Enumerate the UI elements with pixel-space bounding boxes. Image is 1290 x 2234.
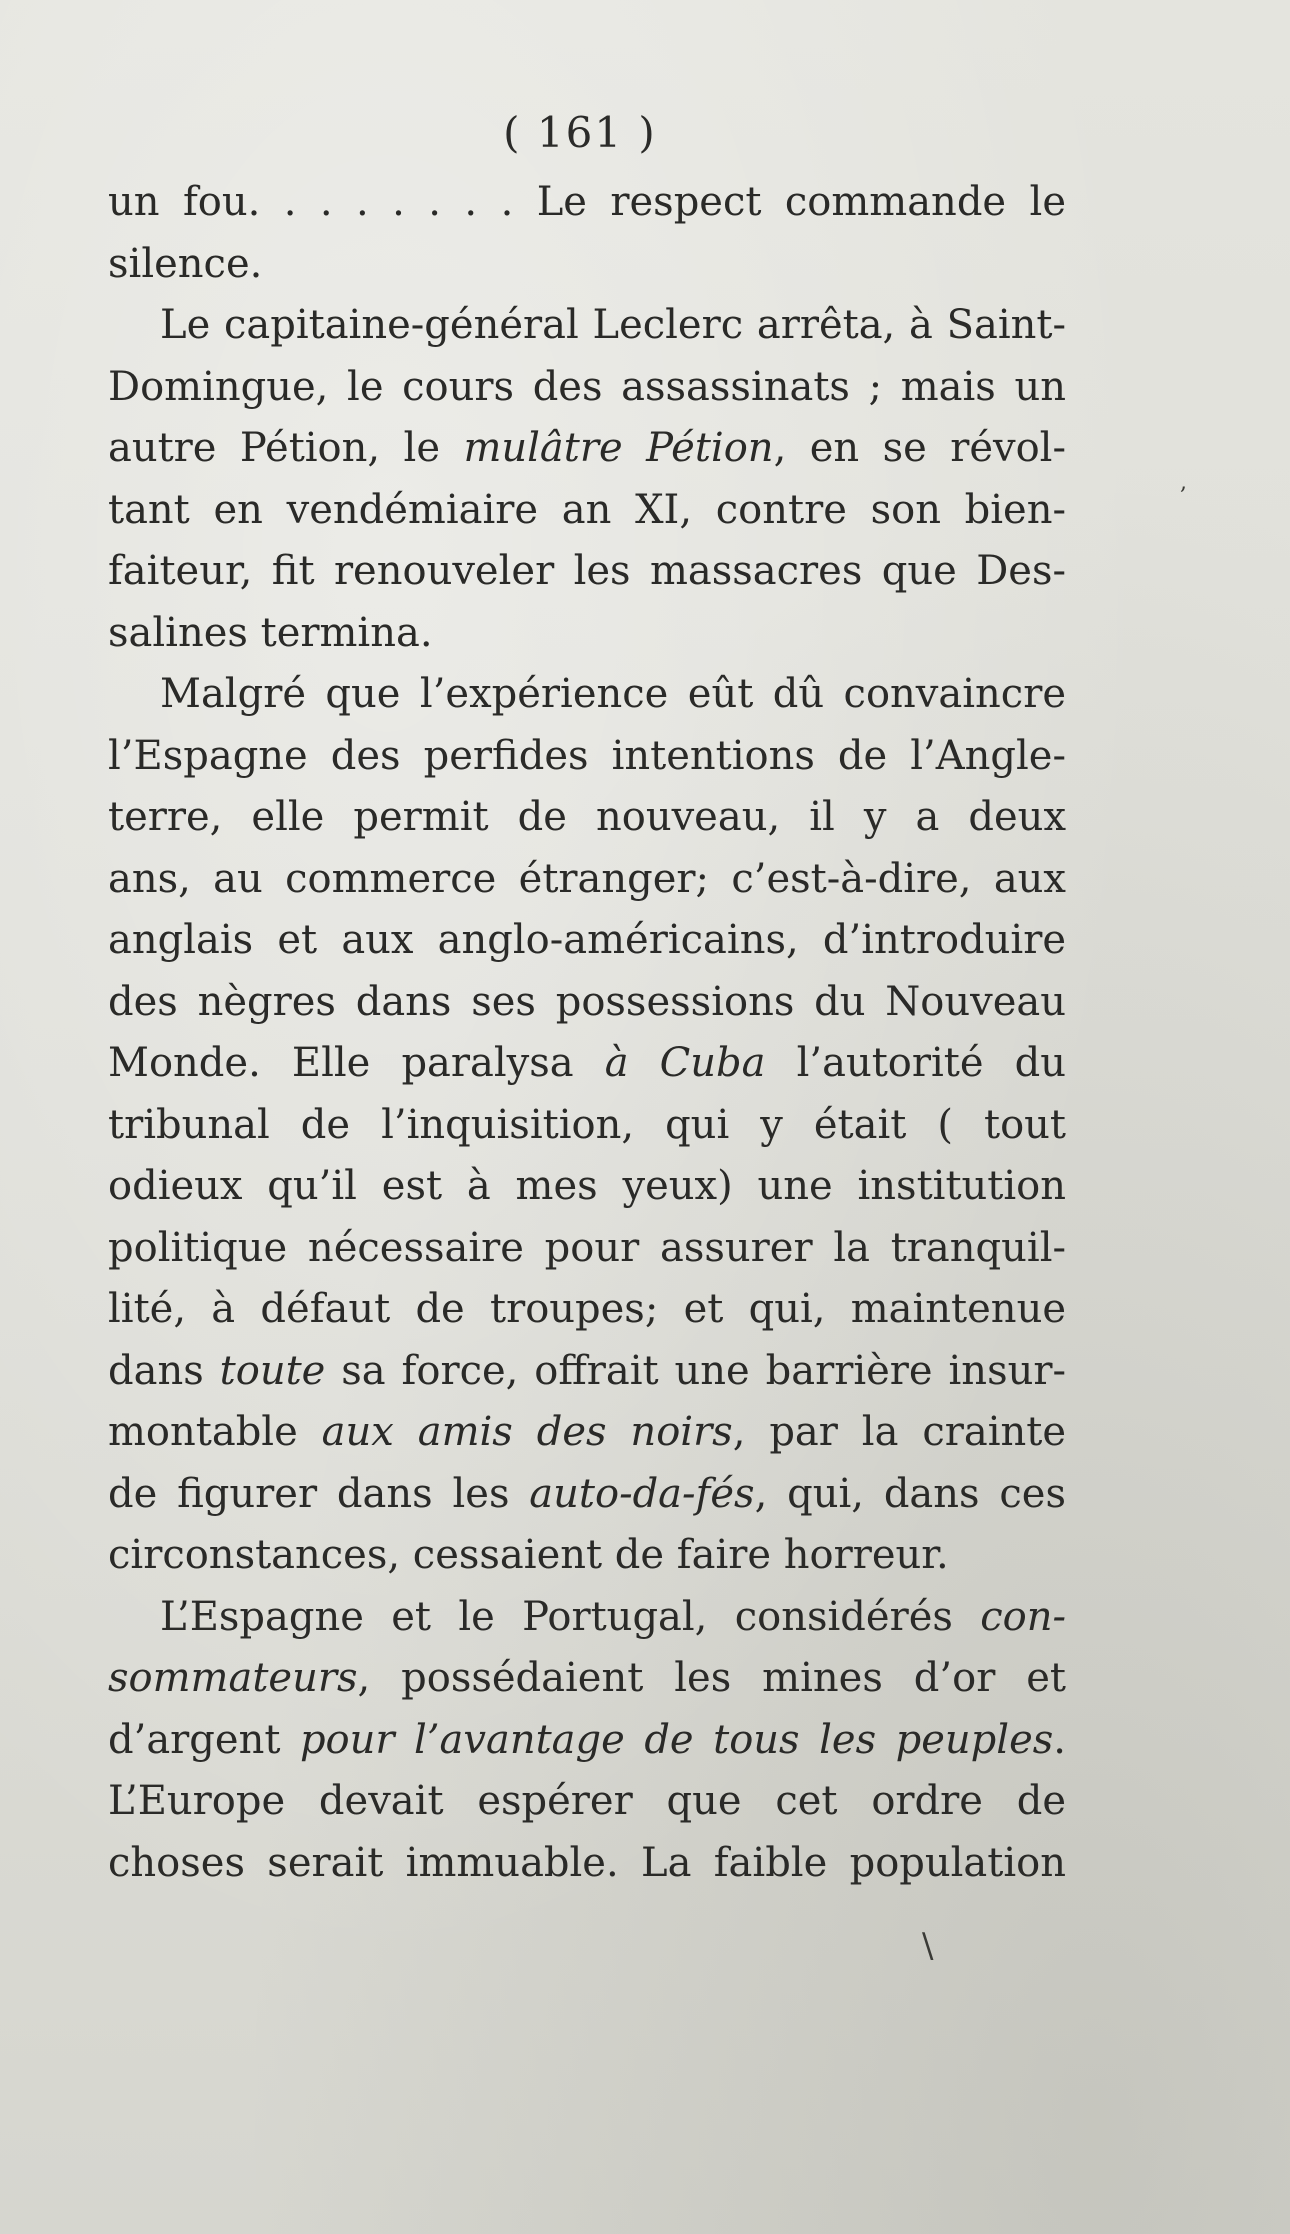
text-run: l’autorité du — [765, 1040, 1066, 1086]
text-line — [108, 295, 1066, 357]
text-line — [108, 1648, 1066, 1710]
text-line — [108, 1279, 1066, 1341]
italic-text: à Cuba — [604, 1040, 766, 1086]
text-run: Malgré que l’expérience eût dû convaincre — [160, 671, 1066, 717]
text-run: L’Europe devait espérer que cet ordre de — [108, 1778, 1066, 1824]
text-line — [108, 787, 1066, 849]
text-run: tribunal de l’inquisition, qui y était ( tout — [108, 1101, 1066, 1148]
text-line — [108, 603, 1066, 665]
text-line — [108, 541, 1066, 603]
text-run: silence. — [108, 240, 263, 287]
text-run: autre Pétion, le — [108, 425, 464, 471]
italic-text: toute — [219, 1347, 326, 1394]
text-run: des nègres dans ses possessions du Nouveau — [108, 978, 1066, 1025]
text-run: L’Espagne et le Portugal, considérés — [160, 1593, 981, 1640]
text-line — [108, 1771, 1066, 1833]
text-line — [108, 234, 1066, 296]
italic-text: aux amis des noirs — [321, 1409, 733, 1455]
text-line — [108, 1341, 1066, 1403]
margin-dot-mark: , — [1180, 470, 1187, 495]
italic-text: sommateurs — [108, 1655, 358, 1701]
text-line — [108, 172, 1066, 234]
text-run: Le capitaine-général Leclerc arrêta, à Saint- — [160, 302, 1066, 348]
text-run: dans — [108, 1347, 220, 1394]
text-line — [108, 1218, 1066, 1280]
text-line — [108, 1402, 1066, 1464]
text-run: , en se révol- — [773, 425, 1066, 471]
text-run: Monde. Elle paralysa — [108, 1040, 605, 1086]
text-run: , par la crainte — [732, 1409, 1067, 1455]
text-line — [108, 972, 1066, 1034]
text-line — [108, 1833, 1066, 1895]
text-run: montable — [108, 1409, 322, 1455]
text-run: terre, elle permit de nouveau, il y a deux — [108, 794, 1066, 840]
text-run: sa force, offrait une barrière insur- — [325, 1347, 1066, 1394]
text-run: odieux qu’il est à mes yeux) une institution — [108, 1163, 1066, 1209]
text-line — [108, 1095, 1066, 1157]
text-run: Domingue, le cours des assassinats ; mais un — [108, 363, 1066, 410]
italic-text: pour l’avantage de tous les peuples — [299, 1716, 1054, 1763]
text-line — [108, 726, 1066, 788]
text-line — [108, 664, 1066, 726]
italic-text: con- — [980, 1593, 1066, 1640]
page-number: ( 161 ) — [503, 108, 657, 157]
text-run: , possédaient les mines d’or et — [357, 1655, 1066, 1701]
text-line — [108, 357, 1066, 419]
text-line — [108, 1033, 1066, 1095]
text-run: politique nécessaire pour assurer la tranquil- — [108, 1224, 1066, 1271]
text-run: ans, au commerce étranger; c’est-à-dire, aux — [108, 855, 1066, 902]
text-line — [108, 1710, 1066, 1772]
text-line — [108, 1464, 1066, 1526]
text-run: faiteur, fit renouveler les massacres que Des- — [108, 548, 1066, 594]
text-run: salines termina. — [108, 609, 433, 656]
text-run: lité, à défaut de troupes; et qui, maintenue — [108, 1286, 1066, 1332]
text-run: l’Espagne des perfides intentions de l’Angle- — [108, 732, 1066, 779]
text-run: , qui, dans ces — [754, 1470, 1066, 1517]
text-line — [108, 1587, 1066, 1649]
italic-text: mulâtre Pétion — [463, 425, 774, 471]
text-line — [108, 418, 1066, 480]
text-line — [108, 1156, 1066, 1218]
text-run: anglais et aux anglo-américains, d’introduire — [108, 917, 1066, 963]
text-run: circonstances, cessaient de faire horreur. — [108, 1532, 949, 1578]
text-run: un fou. . . . . . . . Le respect commande le — [108, 179, 1066, 225]
text-run: . — [1053, 1716, 1066, 1763]
margin-tick-mark: \ — [922, 1926, 934, 1966]
text-line — [108, 480, 1066, 542]
text-run: tant en vendémiaire an XI, contre son bien- — [108, 486, 1066, 533]
text-line — [108, 849, 1066, 911]
text-line — [108, 910, 1066, 972]
body-text — [108, 172, 1066, 1894]
text-line — [108, 1525, 1066, 1587]
italic-text: auto-da-fés — [529, 1470, 755, 1517]
text-run: d’argent — [108, 1716, 300, 1763]
text-run: choses serait immuable. La faible population — [108, 1839, 1066, 1886]
text-run: de figurer dans les — [108, 1470, 530, 1517]
